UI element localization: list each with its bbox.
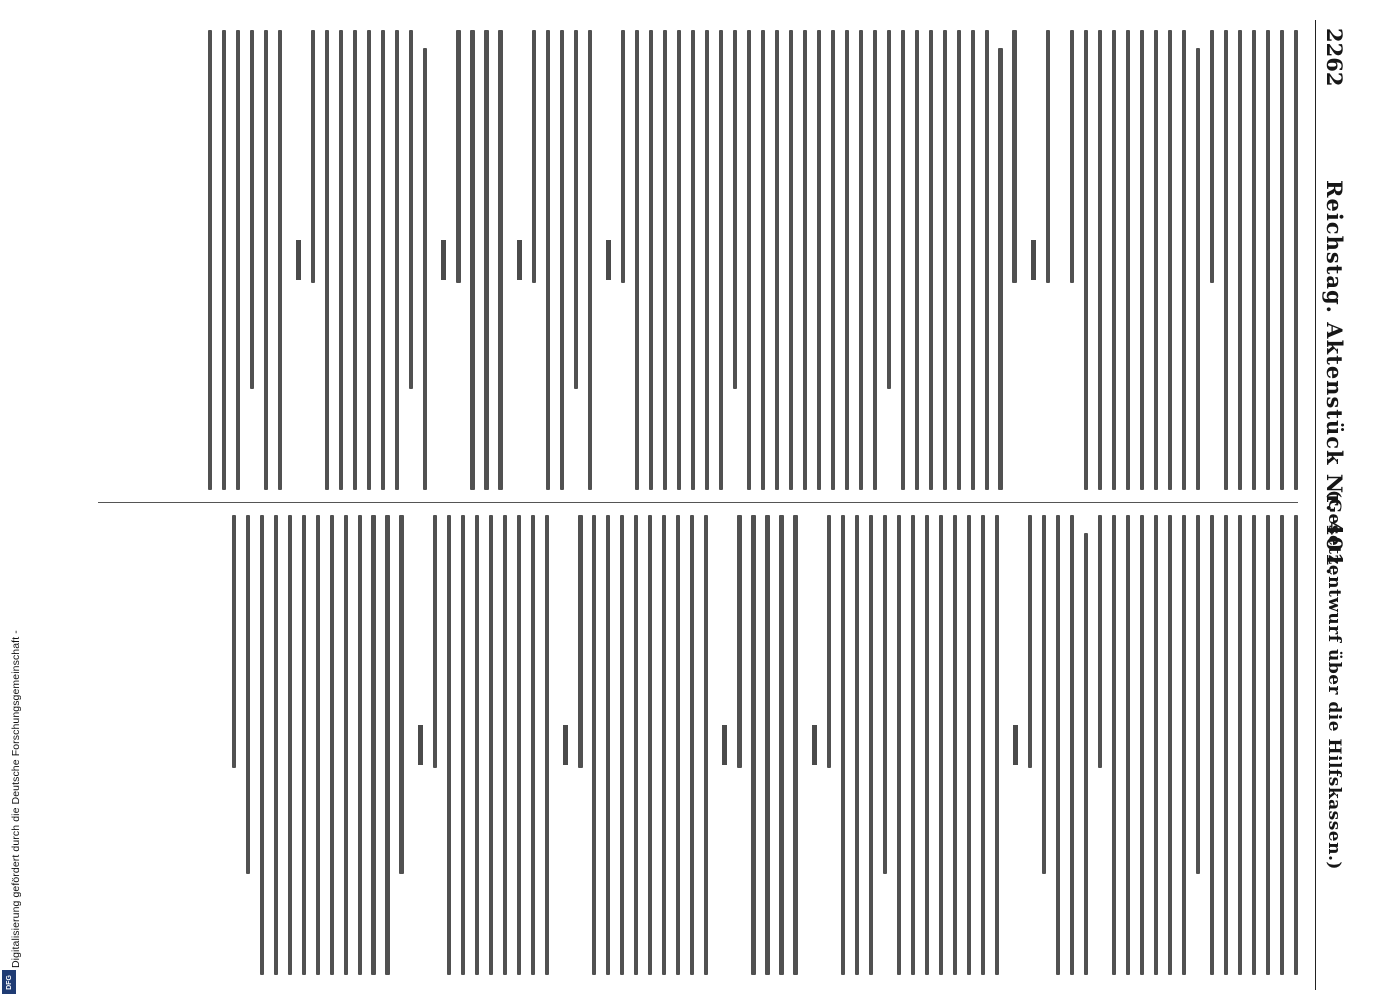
column-divider (98, 502, 1298, 503)
text-line (1056, 515, 1060, 975)
text-line (484, 30, 488, 490)
text-line (929, 30, 933, 490)
text-line (489, 515, 493, 975)
text-line (1098, 515, 1102, 768)
text-line (793, 515, 797, 975)
text-line (288, 515, 292, 975)
text-line (475, 515, 479, 975)
text-line (1280, 515, 1284, 975)
text-line (344, 515, 348, 975)
text-line (887, 30, 891, 389)
text-line (761, 30, 765, 490)
page-subtitle: (Gesetzentwurf über die Hilfskassen.) (1324, 490, 1344, 870)
text-line (423, 48, 427, 490)
text-line (385, 515, 389, 975)
section-heading (517, 240, 522, 280)
text-line (250, 30, 254, 389)
text-line (841, 515, 845, 975)
text-line (999, 48, 1003, 490)
text-line (1070, 515, 1074, 975)
digitization-credit-text: Digitalisierung gefördert durch die Deutsche Forschungsgemeinschaft - (10, 630, 22, 968)
text-line (719, 30, 723, 490)
text-line (1210, 515, 1214, 975)
text-line (855, 515, 859, 975)
text-line (803, 30, 807, 490)
text-line (648, 515, 652, 975)
text-line (662, 515, 666, 975)
text-line (236, 30, 240, 490)
text-line (1084, 533, 1088, 975)
text-line (1182, 515, 1186, 975)
text-line (1070, 30, 1074, 283)
text-line (620, 515, 624, 975)
text-line (1196, 48, 1200, 490)
text-line (901, 30, 905, 490)
text-line (531, 515, 535, 975)
text-line (635, 30, 639, 490)
text-line (1252, 515, 1256, 975)
text-line (775, 30, 779, 490)
section-heading (722, 725, 727, 765)
text-line (751, 515, 755, 975)
text-line (1140, 515, 1144, 975)
text-line (574, 30, 578, 389)
section-heading (1031, 240, 1036, 280)
section-heading (441, 240, 446, 280)
text-line (925, 515, 929, 975)
text-line (372, 515, 376, 975)
text-line (409, 30, 413, 389)
text-line (339, 30, 343, 490)
text-line (578, 515, 582, 768)
text-line (1154, 515, 1158, 975)
text-line (1154, 30, 1158, 490)
text-line (381, 30, 385, 490)
text-line (995, 515, 999, 975)
text-line (274, 515, 278, 975)
text-line (353, 30, 357, 490)
text-line (897, 515, 901, 975)
section-heading (606, 240, 611, 280)
text-line (845, 30, 849, 490)
text-line (1028, 515, 1032, 768)
text-line (985, 30, 989, 490)
text-line (911, 515, 915, 975)
section-heading (418, 725, 423, 765)
text-line (1294, 30, 1298, 490)
text-line (690, 515, 694, 975)
text-line (733, 30, 737, 389)
text-line (246, 515, 250, 874)
text-line (779, 515, 783, 975)
text-line (1084, 30, 1088, 490)
text-line (1042, 515, 1046, 874)
text-line (395, 30, 399, 490)
text-line (691, 30, 695, 490)
text-line (831, 30, 835, 490)
text-line (461, 515, 465, 975)
page-title: Reichstag. Aktenstück Nr. 401. (1322, 180, 1347, 576)
dfg-logo-label: DFG (5, 974, 13, 990)
text-line (330, 515, 334, 975)
text-line (765, 515, 769, 975)
text-line (208, 30, 212, 490)
text-line (546, 30, 550, 490)
text-line (517, 515, 521, 975)
text-line (588, 30, 592, 490)
text-line (260, 515, 264, 975)
text-line (873, 30, 877, 490)
text-line (232, 515, 236, 768)
text-line (621, 30, 625, 283)
paragraph-gap (1050, 30, 1060, 490)
page-header (1315, 20, 1350, 990)
text-line (789, 30, 793, 490)
text-line (827, 515, 831, 768)
text-line (1238, 515, 1242, 975)
text-line (278, 30, 282, 490)
text-line (1168, 30, 1172, 490)
text-line (560, 30, 564, 490)
text-line (325, 30, 329, 490)
text-line (663, 30, 667, 490)
text-line (1012, 30, 1016, 283)
text-line (433, 515, 437, 768)
text-line (967, 515, 971, 975)
section-heading (563, 725, 568, 765)
left-text-column (48, 30, 1298, 490)
text-line (953, 515, 957, 975)
text-line (1238, 30, 1242, 490)
text-line (939, 515, 943, 975)
section-heading (296, 240, 301, 280)
text-line (222, 30, 226, 490)
text-line (1266, 30, 1270, 490)
text-line (1280, 30, 1284, 490)
text-line (1140, 30, 1144, 490)
text-line (1210, 30, 1214, 283)
text-line (981, 515, 985, 975)
text-line (1046, 30, 1050, 283)
text-line (943, 30, 947, 490)
text-line (1252, 30, 1256, 490)
text-line (606, 515, 610, 975)
text-line (747, 30, 751, 490)
text-line (883, 515, 887, 874)
text-line (1224, 515, 1228, 975)
text-line (649, 30, 653, 490)
page-number: 2262 (1322, 28, 1347, 87)
text-line (1126, 30, 1130, 490)
text-line (1224, 30, 1228, 490)
text-line (915, 30, 919, 490)
text-line (447, 515, 451, 975)
scanned-page (35, 20, 1350, 990)
text-line (358, 515, 362, 975)
text-line (869, 515, 873, 975)
text-line (399, 515, 403, 874)
text-line (592, 515, 596, 975)
text-line (456, 30, 460, 283)
text-line (1126, 515, 1130, 975)
text-line (498, 30, 502, 490)
right-text-column (48, 515, 1298, 975)
text-line (1196, 515, 1200, 874)
text-line (470, 30, 474, 490)
text-line (859, 30, 863, 490)
text-line (677, 30, 681, 490)
text-line (1098, 30, 1102, 490)
text-line (1112, 515, 1116, 975)
text-line (1112, 30, 1116, 490)
text-line (971, 30, 975, 490)
dfg-logo (2, 970, 16, 994)
text-line (545, 515, 549, 975)
text-line (302, 515, 306, 975)
text-line (676, 515, 680, 975)
text-line (1182, 30, 1186, 490)
text-line (957, 30, 961, 490)
text-line (817, 30, 821, 490)
text-line (704, 515, 708, 975)
text-line (737, 515, 741, 768)
text-line (1294, 515, 1298, 975)
text-line (311, 30, 315, 283)
text-line (367, 30, 371, 490)
text-line (1266, 515, 1270, 975)
section-heading (1013, 725, 1018, 765)
text-line (316, 515, 320, 975)
text-line (532, 30, 536, 283)
text-line (264, 30, 268, 490)
text-line (634, 515, 638, 975)
section-heading (812, 725, 817, 765)
text-line (503, 515, 507, 975)
digitization-credit-sidebar (0, 0, 20, 1000)
text-line (1168, 515, 1172, 975)
text-line (705, 30, 709, 490)
